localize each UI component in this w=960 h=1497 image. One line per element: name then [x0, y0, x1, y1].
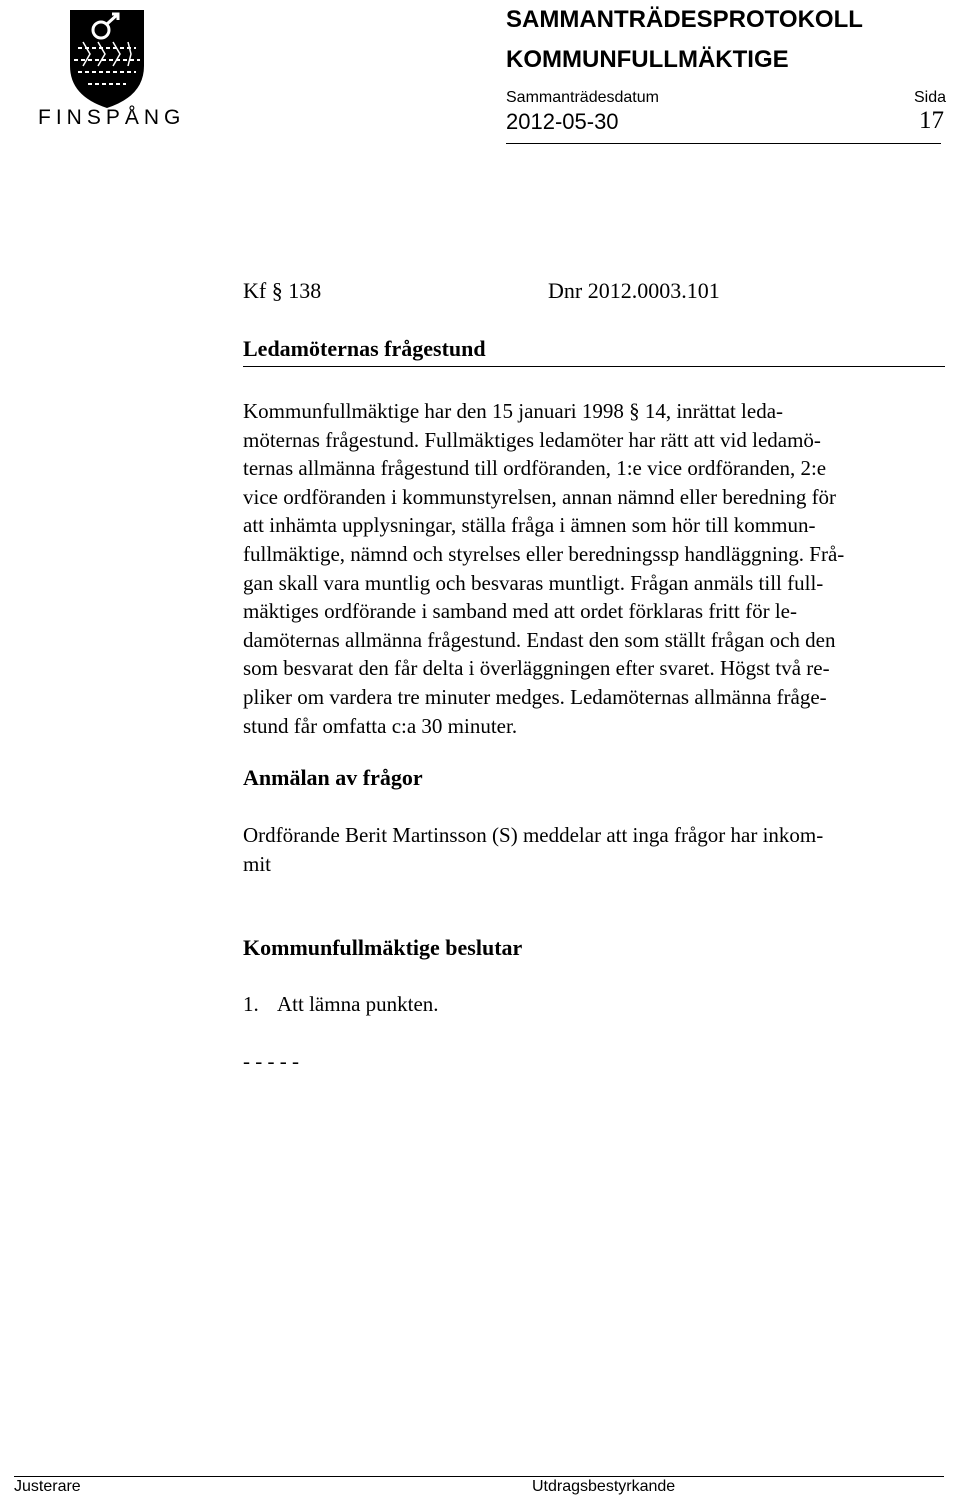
decision-item [243, 992, 439, 1017]
footer-adjuster-label: Justerare [14, 1478, 81, 1495]
decision-heading: Kommunfullmäktige beslutar [243, 935, 523, 960]
questions-line: Ordförande Berit Martinsson (S) meddelar att inga frågor har inkom- [243, 823, 824, 847]
body-line: fullmäktige, nämnd och styrelses eller beredningssp handläggning. Frå- [243, 541, 845, 566]
meeting-date-label: Sammanträdesdatum [506, 89, 659, 106]
section-heading: Ledamöternas frågestund [243, 336, 486, 361]
paragraph-reference: Kf § 138 [243, 278, 322, 303]
body-line: att inhämta upplysningar, ställa fråga i ämnen som hör till kommun- [243, 513, 816, 538]
body-line: som besvarat den får delta i överläggningen efter svaret. Högst två re- [243, 656, 830, 681]
body-line: Kommunfullmäktige har den 15 januari 1998 § 14, inrättat leda- [243, 399, 784, 423]
questions-line: mit [243, 851, 272, 876]
body-line: gan skall vara muntlig och besvaras muntligt. Frågan anmäls till full- [243, 570, 824, 595]
body-paragraph [243, 397, 943, 740]
body-line: vice ordföranden i kommunstyrelsen, annan nämnd eller beredning för [243, 484, 837, 509]
document-subtitle: KOMMUNFULLMÄKTIGE [506, 46, 789, 73]
footer-certification-label: Utdragsbestyrkande [532, 1478, 676, 1495]
heading-underline [243, 366, 945, 367]
logo-wordmark: FINSPÅNG [38, 106, 186, 129]
meeting-date: 2012-05-30 [506, 109, 619, 134]
document-title: SAMMANTRÄDESPROTOKOLL [506, 6, 863, 33]
end-marker: - - - - - [243, 1049, 299, 1073]
page-number: 17 [919, 107, 944, 134]
diary-number: Dnr 2012.0003.101 [548, 278, 720, 303]
footer-divider [14, 1476, 944, 1477]
body-line: stund får omfatta c:a 30 minuter. [243, 713, 518, 738]
body-line: ternas allmänna frågestund till ordföranden, 1:e vice ordföranden, 2:e [243, 456, 827, 481]
decision-item-number: 1. [243, 992, 259, 1016]
questions-paragraph [243, 821, 823, 878]
body-line: pliker om vardera tre minuter medges. Ledamöternas allmänna fråge- [243, 684, 827, 709]
body-line: möternas frågestund. Fullmäktiges ledamöter har rätt att vid ledamö- [243, 427, 821, 452]
header-divider [506, 143, 941, 144]
body-line: damöternas allmänna frågestund. Endast den som ställt frågan och den [243, 627, 836, 652]
body-line: mäktiges ordförande i samband med att ordet förklaras fritt för le- [243, 599, 797, 624]
page-label: Sida [913, 89, 946, 106]
decision-item-text: Att lämna punkten. [277, 992, 439, 1016]
questions-heading: Anmälan av frågor [243, 765, 423, 790]
